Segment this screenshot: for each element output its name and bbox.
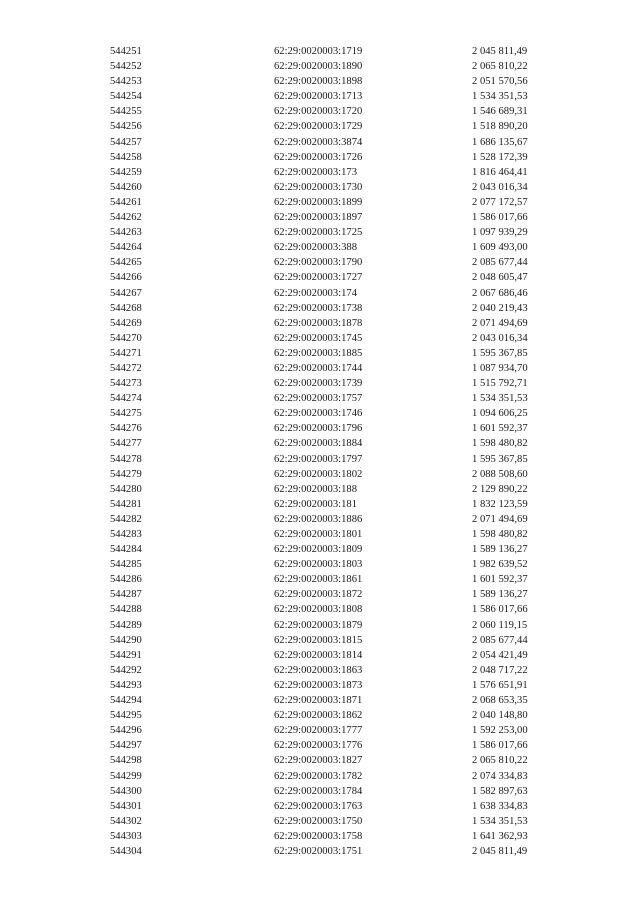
cadastral-number: 62:29:0020003:1790 bbox=[274, 257, 363, 269]
cadastral-value: 1 816 464,41 bbox=[472, 166, 528, 178]
cadastral-number: 62:29:0020003:1758 bbox=[274, 830, 363, 842]
cadastral-number: 62:29:0020003:1782 bbox=[274, 770, 363, 782]
row-number: 544297 bbox=[110, 740, 142, 752]
cadastral-number: 62:29:0020003:1885 bbox=[274, 347, 363, 359]
row-number: 544271 bbox=[110, 347, 142, 359]
cadastral-number: 62:29:0020003:1738 bbox=[274, 302, 363, 314]
row-number: 544290 bbox=[110, 634, 142, 646]
cadastral-value: 2 045 811,49 bbox=[472, 845, 528, 857]
row-number: 544265 bbox=[110, 257, 142, 269]
cadastral-number: 62:29:0020003:1720 bbox=[274, 106, 363, 118]
cadastral-number: 62:29:0020003:1815 bbox=[274, 634, 363, 646]
cadastral-value: 2 071 494,69 bbox=[472, 317, 528, 329]
table-row bbox=[0, 44, 640, 59]
cadastral-value: 1 087 934,70 bbox=[472, 362, 528, 374]
cadastral-number: 62:29:0020003:174 bbox=[274, 287, 357, 299]
cadastral-number: 62:29:0020003:388 bbox=[274, 242, 357, 254]
row-number: 544254 bbox=[110, 91, 142, 103]
cadastral-number: 62:29:0020003:1879 bbox=[274, 619, 363, 631]
cadastral-number: 62:29:0020003:1719 bbox=[274, 46, 363, 57]
cadastral-value: 1 576 651,91 bbox=[472, 679, 528, 691]
row-number: 544251 bbox=[110, 46, 142, 57]
cadastral-number: 62:29:0020003:1744 bbox=[274, 362, 363, 374]
table-row bbox=[0, 799, 640, 814]
cadastral-value: 2 074 334,83 bbox=[472, 770, 528, 782]
cadastral-value: 2 071 494,69 bbox=[472, 513, 528, 525]
cadastral-value: 1 589 136,27 bbox=[472, 589, 528, 601]
table-row bbox=[0, 421, 640, 436]
row-number: 544264 bbox=[110, 242, 142, 254]
cadastral-number: 62:29:0020003:188 bbox=[274, 483, 357, 495]
cadastral-number: 62:29:0020003:173 bbox=[274, 166, 357, 178]
table-row bbox=[0, 784, 640, 799]
cadastral-number: 62:29:0020003:1729 bbox=[274, 121, 363, 133]
table-row bbox=[0, 165, 640, 180]
table-row bbox=[0, 331, 640, 346]
table-row bbox=[0, 723, 640, 738]
cadastral-value: 2 077 172,57 bbox=[472, 196, 528, 208]
cadastral-number: 62:29:0020003:1809 bbox=[274, 544, 363, 556]
row-number: 544252 bbox=[110, 61, 142, 73]
cadastral-number: 62:29:0020003:1739 bbox=[274, 378, 363, 390]
table-row bbox=[0, 255, 640, 270]
cadastral-value: 2 040 148,80 bbox=[472, 710, 528, 722]
table-row bbox=[0, 301, 640, 316]
row-number: 544266 bbox=[110, 272, 142, 284]
table-row bbox=[0, 602, 640, 617]
cadastral-value: 1 592 253,00 bbox=[472, 725, 528, 737]
cadastral-value: 1 686 135,67 bbox=[472, 136, 528, 148]
row-number: 544256 bbox=[110, 121, 142, 133]
row-number: 544259 bbox=[110, 166, 142, 178]
table-row bbox=[0, 587, 640, 602]
row-number: 544263 bbox=[110, 227, 142, 239]
cadastral-value: 1 534 351,53 bbox=[472, 393, 528, 405]
cadastral-value: 2 048 717,22 bbox=[472, 664, 528, 676]
table-row bbox=[0, 557, 640, 572]
row-number: 544304 bbox=[110, 845, 142, 857]
cadastral-value: 1 094 606,25 bbox=[472, 408, 528, 420]
cadastral-value: 2 088 508,60 bbox=[472, 468, 528, 480]
cadastral-number: 62:29:0020003:1776 bbox=[274, 740, 363, 752]
cadastral-value: 1 598 480,82 bbox=[472, 529, 528, 540]
table-row bbox=[0, 482, 640, 497]
row-number: 544283 bbox=[110, 529, 142, 540]
cadastral-value: 1 546 689,31 bbox=[472, 106, 528, 118]
cadastral-value: 1 641 362,93 bbox=[472, 830, 528, 842]
row-number: 544289 bbox=[110, 619, 142, 631]
cadastral-number: 62:29:0020003:1713 bbox=[274, 91, 363, 103]
cadastral-value: 1 595 367,85 bbox=[472, 453, 528, 465]
table-row bbox=[0, 210, 640, 225]
cadastral-number: 62:29:0020003:1726 bbox=[274, 151, 363, 163]
row-number: 544277 bbox=[110, 438, 142, 450]
cadastral-number: 62:29:0020003:1897 bbox=[274, 212, 363, 224]
table-row bbox=[0, 361, 640, 376]
cadastral-value: 2 129 890,22 bbox=[472, 483, 528, 495]
row-number: 544295 bbox=[110, 710, 142, 722]
row-number: 544253 bbox=[110, 76, 142, 88]
cadastral-number: 62:29:0020003:1884 bbox=[274, 438, 363, 450]
cadastral-value: 1 598 480,82 bbox=[472, 438, 528, 450]
table-row bbox=[0, 678, 640, 693]
row-number: 544260 bbox=[110, 181, 142, 193]
cadastral-number: 62:29:0020003:1730 bbox=[274, 181, 363, 193]
row-number: 544270 bbox=[110, 332, 142, 344]
row-number: 544268 bbox=[110, 302, 142, 314]
table-row bbox=[0, 436, 640, 451]
table-row bbox=[0, 391, 640, 406]
cadastral-number: 62:29:0020003:1862 bbox=[274, 710, 363, 722]
row-number: 544293 bbox=[110, 679, 142, 691]
cadastral-number: 62:29:0020003:1808 bbox=[274, 604, 363, 616]
cadastral-number: 62:29:0020003:1803 bbox=[274, 559, 363, 571]
table-row bbox=[0, 376, 640, 391]
cadastral-number: 62:29:0020003:1863 bbox=[274, 664, 363, 676]
row-number: 544261 bbox=[110, 196, 142, 208]
cadastral-number: 62:29:0020003:1861 bbox=[274, 574, 363, 586]
row-number: 544275 bbox=[110, 408, 142, 420]
row-number: 544294 bbox=[110, 695, 142, 707]
table-row bbox=[0, 618, 640, 633]
cadastral-value: 2 040 219,43 bbox=[472, 302, 528, 314]
cadastral-value: 1 586 017,66 bbox=[472, 212, 528, 224]
row-number: 544298 bbox=[110, 755, 142, 767]
cadastral-value: 1 534 351,53 bbox=[472, 91, 528, 103]
table-row bbox=[0, 467, 640, 482]
table-row bbox=[0, 240, 640, 255]
cadastral-number: 62:29:0020003:1746 bbox=[274, 408, 363, 420]
table-row bbox=[0, 753, 640, 768]
table-row bbox=[0, 648, 640, 663]
cadastral-number: 62:29:0020003:1872 bbox=[274, 589, 363, 601]
row-number: 544272 bbox=[110, 362, 142, 374]
cadastral-value: 2 068 653,35 bbox=[472, 695, 528, 707]
cadastral-number: 62:29:0020003:1890 bbox=[274, 61, 363, 73]
row-number: 544301 bbox=[110, 800, 142, 812]
row-number: 544285 bbox=[110, 559, 142, 571]
cadastral-number: 62:29:0020003:1802 bbox=[274, 468, 363, 480]
data-table bbox=[0, 44, 640, 859]
table-row bbox=[0, 512, 640, 527]
row-number: 544281 bbox=[110, 498, 142, 510]
row-number: 544255 bbox=[110, 106, 142, 118]
table-row bbox=[0, 135, 640, 150]
cadastral-number: 62:29:0020003:181 bbox=[274, 498, 357, 510]
row-number: 544284 bbox=[110, 544, 142, 556]
table-row bbox=[0, 406, 640, 421]
cadastral-number: 62:29:0020003:1750 bbox=[274, 815, 363, 827]
cadastral-number: 62:29:0020003:3874 bbox=[274, 136, 363, 148]
cadastral-number: 62:29:0020003:1777 bbox=[274, 725, 363, 737]
cadastral-number: 62:29:0020003:1801 bbox=[274, 529, 363, 540]
cadastral-value: 2 045 811,49 bbox=[472, 46, 528, 57]
table-row bbox=[0, 452, 640, 467]
cadastral-value: 1 638 334,83 bbox=[472, 800, 528, 812]
cadastral-number: 62:29:0020003:1751 bbox=[274, 845, 363, 857]
row-number: 544280 bbox=[110, 483, 142, 495]
cadastral-number: 62:29:0020003:1871 bbox=[274, 695, 363, 707]
cadastral-value: 2 043 016,34 bbox=[472, 332, 528, 344]
cadastral-value: 2 054 421,49 bbox=[472, 649, 528, 661]
cadastral-value: 1 528 172,39 bbox=[472, 151, 528, 163]
table-row bbox=[0, 542, 640, 557]
cadastral-value: 1 595 367,85 bbox=[472, 347, 528, 359]
cadastral-value: 1 609 493,00 bbox=[472, 242, 528, 254]
row-number: 544287 bbox=[110, 589, 142, 601]
cadastral-number: 62:29:0020003:1796 bbox=[274, 423, 363, 435]
table-row bbox=[0, 316, 640, 331]
cadastral-number: 62:29:0020003:1757 bbox=[274, 393, 363, 405]
table-row bbox=[0, 693, 640, 708]
table-row bbox=[0, 119, 640, 134]
cadastral-value: 1 582 897,63 bbox=[472, 785, 528, 797]
cadastral-value: 2 060 119,15 bbox=[472, 619, 528, 631]
cadastral-number: 62:29:0020003:1814 bbox=[274, 649, 363, 661]
table-row bbox=[0, 74, 640, 89]
cadastral-value: 1 097 939,29 bbox=[472, 227, 528, 239]
row-number: 544267 bbox=[110, 287, 142, 299]
cadastral-number: 62:29:0020003:1886 bbox=[274, 513, 363, 525]
row-number: 544300 bbox=[110, 785, 142, 797]
cadastral-number: 62:29:0020003:1898 bbox=[274, 76, 363, 88]
cadastral-value: 1 586 017,66 bbox=[472, 604, 528, 616]
cadastral-number: 62:29:0020003:1878 bbox=[274, 317, 363, 329]
cadastral-value: 2 065 810,22 bbox=[472, 61, 528, 73]
table-row bbox=[0, 572, 640, 587]
table-row bbox=[0, 346, 640, 361]
row-number: 544258 bbox=[110, 151, 142, 163]
cadastral-value: 2 067 686,46 bbox=[472, 287, 528, 299]
cadastral-value: 2 043 016,34 bbox=[472, 181, 528, 193]
cadastral-number: 62:29:0020003:1727 bbox=[274, 272, 363, 284]
cadastral-value: 1 589 136,27 bbox=[472, 544, 528, 556]
table-row bbox=[0, 829, 640, 844]
table-row bbox=[0, 180, 640, 195]
cadastral-value: 2 085 677,44 bbox=[472, 634, 528, 646]
cadastral-number: 62:29:0020003:1899 bbox=[274, 196, 363, 208]
table-row bbox=[0, 286, 640, 301]
row-number: 544276 bbox=[110, 423, 142, 435]
row-number: 544269 bbox=[110, 317, 142, 329]
row-number: 544299 bbox=[110, 770, 142, 782]
cadastral-value: 2 085 677,44 bbox=[472, 257, 528, 269]
row-number: 544257 bbox=[110, 136, 142, 148]
cadastral-value: 1 534 351,53 bbox=[472, 815, 528, 827]
row-number: 544292 bbox=[110, 664, 142, 676]
table-row bbox=[0, 195, 640, 210]
row-number: 544282 bbox=[110, 513, 142, 525]
cadastral-number: 62:29:0020003:1873 bbox=[274, 679, 363, 691]
cadastral-number: 62:29:0020003:1745 bbox=[274, 332, 363, 344]
cadastral-value: 1 982 639,52 bbox=[472, 559, 528, 571]
cadastral-number: 62:29:0020003:1725 bbox=[274, 227, 363, 239]
row-number: 544302 bbox=[110, 815, 142, 827]
cadastral-number: 62:29:0020003:1827 bbox=[274, 755, 363, 767]
table-row bbox=[0, 104, 640, 119]
row-number: 544286 bbox=[110, 574, 142, 586]
table-row bbox=[0, 89, 640, 104]
row-number: 544274 bbox=[110, 393, 142, 405]
table-row bbox=[0, 150, 640, 165]
row-number: 544262 bbox=[110, 212, 142, 224]
cadastral-value: 2 051 570,56 bbox=[472, 76, 528, 88]
row-number: 544303 bbox=[110, 830, 142, 842]
cadastral-value: 1 515 792,71 bbox=[472, 378, 528, 390]
cadastral-value: 1 601 592,37 bbox=[472, 574, 528, 586]
table-row bbox=[0, 844, 640, 859]
cadastral-value: 1 586 017,66 bbox=[472, 740, 528, 752]
table-row bbox=[0, 769, 640, 784]
row-number: 544279 bbox=[110, 468, 142, 480]
table-row bbox=[0, 708, 640, 723]
cadastral-value: 2 048 605,47 bbox=[472, 272, 528, 284]
table-row bbox=[0, 663, 640, 678]
table-row bbox=[0, 738, 640, 753]
table-row bbox=[0, 497, 640, 512]
table-row bbox=[0, 225, 640, 240]
cadastral-value: 2 065 810,22 bbox=[472, 755, 528, 767]
table-row bbox=[0, 814, 640, 829]
cadastral-value: 1 601 592,37 bbox=[472, 423, 528, 435]
row-number: 544291 bbox=[110, 649, 142, 661]
cadastral-number: 62:29:0020003:1763 bbox=[274, 800, 363, 812]
table-row bbox=[0, 527, 640, 542]
table-row bbox=[0, 59, 640, 74]
cadastral-number: 62:29:0020003:1784 bbox=[274, 785, 363, 797]
row-number: 544278 bbox=[110, 453, 142, 465]
row-number: 544296 bbox=[110, 725, 142, 737]
row-number: 544273 bbox=[110, 378, 142, 390]
cadastral-number: 62:29:0020003:1797 bbox=[274, 453, 363, 465]
table-row bbox=[0, 633, 640, 648]
cadastral-value: 1 518 890,20 bbox=[472, 121, 528, 133]
table-row bbox=[0, 270, 640, 285]
row-number: 544288 bbox=[110, 604, 142, 616]
cadastral-value: 1 832 123,59 bbox=[472, 498, 528, 510]
